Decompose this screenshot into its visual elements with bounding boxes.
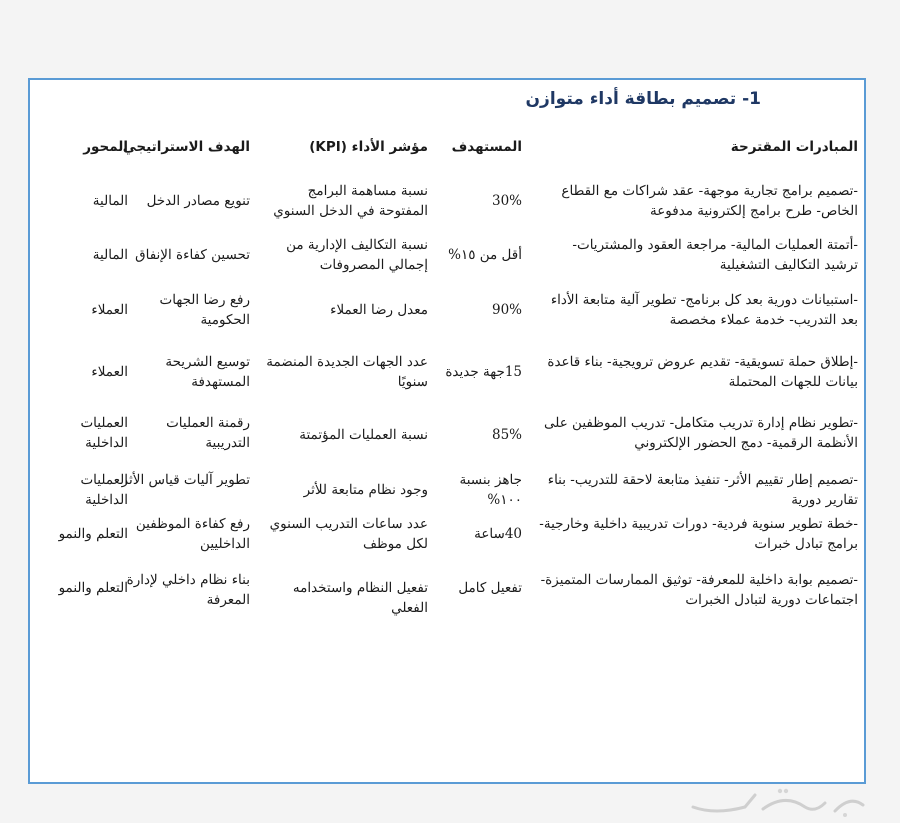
row-6-goal: تطوير آليات قياس الأثر (121, 472, 250, 488)
row-5-target: 85% (491, 427, 522, 443)
row-4-kpi: عدد الجهات الجديدة المنضمة سنويًا (266, 354, 428, 390)
row-3-axis: العملاء (91, 302, 128, 318)
watermark-logo-icon (685, 785, 870, 819)
row-6-axis: العمليات الداخلية (80, 472, 128, 508)
row-6-initiatives: -تصميم إطار تقييم الأثر- تنفيذ متابعة لاحقة للتدريب- بناء تقارير دورية (547, 472, 858, 508)
header-target: المستهدف (451, 139, 522, 155)
row-5-kpi: نسبة العمليات المؤتمتة (299, 427, 428, 443)
row-8-axis: التعلم والنمو (58, 580, 128, 596)
row-1-initiatives: -تصميم برامج تجارية موجهة- عقد شراكات مع القطاع الخاص- طرح برامج إلكترونية مدفوعة (561, 183, 858, 219)
header-initiatives: المبادرات المقترحة (730, 139, 858, 155)
document-page (28, 78, 866, 784)
row-3-initiatives: -استبيانات دورية بعد كل برنامج- تطوير آلية متابعة الأداء بعد التدريب- خدمة عملاء مخصصة (550, 292, 858, 328)
row-3-goal: رفع رضا الجهات الحكومية (159, 292, 250, 328)
row-1-target: 30% (491, 193, 522, 209)
row-2-kpi: نسبة التكاليف الإدارية من إجمالي المصروفات (286, 237, 428, 273)
row-2-initiatives: -أتمتة العمليات المالية- مراجعة العقود والمشتريات- ترشيد التكاليف التشغيلية (572, 237, 858, 273)
scorecard-table (30, 80, 868, 786)
row-7-axis: التعلم والنمو (58, 526, 128, 542)
page-title: 1- تصميم بطاقة أداء متوازن (525, 89, 761, 109)
row-8-target: تفعيل كامل (458, 580, 522, 596)
row-4-initiatives: -إطلاق حملة تسويقية- تقديم عروض ترويجية- بناء قاعدة بيانات للجهات المحتملة (547, 354, 858, 390)
header-goal: الهدف الاستراتيجي (122, 139, 250, 155)
row-1-goal: تنويع مصادر الدخل (146, 193, 250, 209)
row-8-kpi: تفعيل النظام واستخدامه الفعلي (292, 580, 428, 616)
row-1-kpi: نسبة مساهمة البرامج المفتوحة في الدخل السنوي (273, 183, 428, 219)
row-6-target: جاهز بنسبة ١٠٠% (459, 472, 522, 508)
header-kpi: مؤشر الأداء (KPI) (309, 139, 428, 155)
row-1-axis: المالية (92, 193, 128, 209)
row-5-axis: العمليات الداخلية (80, 415, 128, 451)
row-4-target: 15جهة جديدة (445, 364, 522, 380)
row-7-kpi: عدد ساعات التدريب السنوي لكل موظف (269, 516, 428, 552)
row-3-target: 90% (491, 302, 522, 318)
row-5-goal: رقمنة العمليات التدريبية (166, 415, 250, 451)
row-7-goal: رفع كفاءة الموظفين الداخليين (135, 516, 250, 552)
row-3-kpi: معدل رضا العملاء (330, 302, 428, 318)
header-axis: المحور (83, 139, 128, 155)
row-4-goal: توسيع الشريحة المستهدفة (165, 354, 250, 390)
row-8-goal: بناء نظام داخلي لإدارة المعرفة (126, 572, 250, 608)
row-7-initiatives: -خطة تطوير سنوية فردية- دورات تدريبية داخلية وخارجية- برامج تبادل خبرات (539, 516, 858, 552)
row-8-initiatives: -تصميم بوابة داخلية للمعرفة- توثيق الممارسات المتميزة- اجتماعات دورية لتبادل الخبرات (540, 572, 858, 608)
row-5-initiatives: -تطوير نظام إدارة تدريب متكامل- تدريب الموظفين على الأنظمة الرقمية- دمج الحضور الإلكتروني (543, 415, 858, 451)
row-6-kpi: وجود نظام متابعة للأثر (303, 482, 428, 498)
row-4-axis: العملاء (91, 364, 128, 380)
row-2-goal: تحسين كفاءة الإنفاق (135, 247, 250, 263)
row-2-axis: المالية (92, 247, 128, 263)
row-2-target: أقل من ١٥% (448, 247, 522, 263)
row-7-target: 40ساعة (474, 526, 522, 542)
